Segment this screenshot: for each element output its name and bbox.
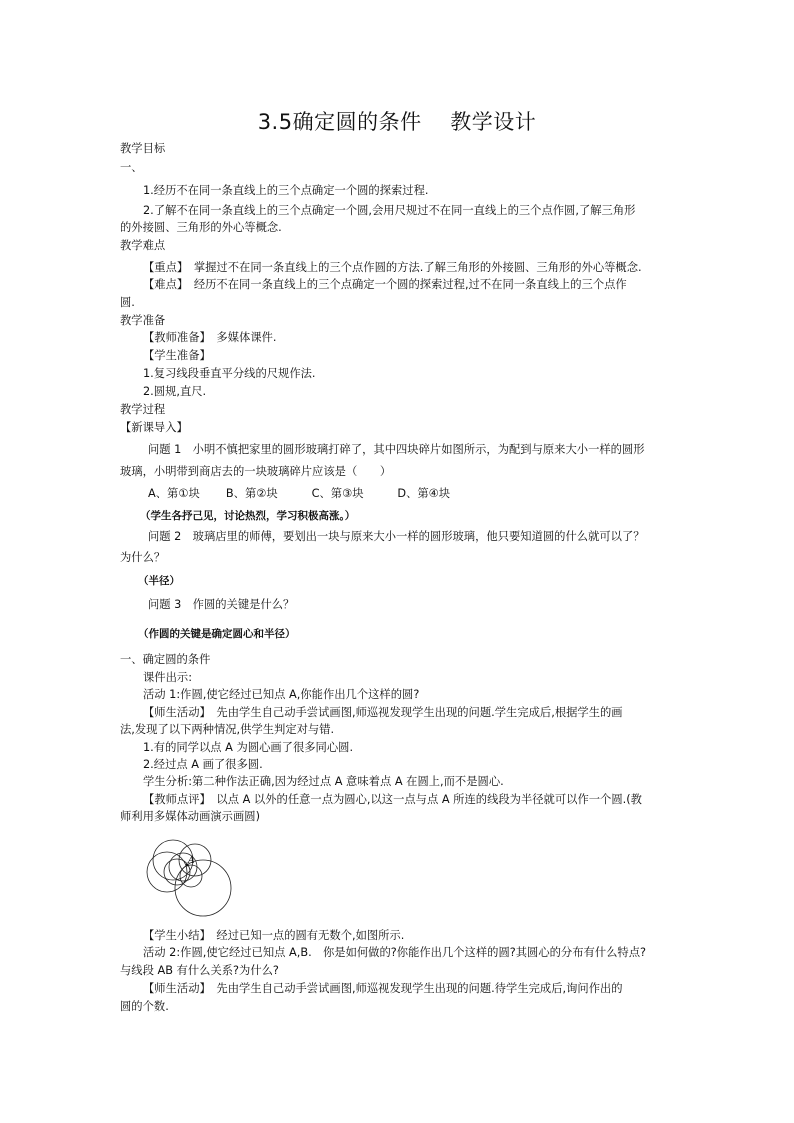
teacher-student-activity-1: 【师生活动】 先由学生自己动手尝试画图,师巡视发现学生出现的问题.学生完成后,根据学生的画 [143, 706, 623, 719]
section-heading-preparation: 教学准备 [120, 314, 166, 327]
title-suffix: 教学设计 [450, 110, 537, 134]
teacher-preparation: 【教师准备】 多媒体课件. [143, 331, 277, 344]
courseware-display: 课件出示: [143, 671, 192, 684]
student-response-note: （学生各抒己见，讨论热烈，学习积极高涨。） [140, 510, 356, 522]
teacher-comment-cont: 师利用多媒体动画演示画圆) [120, 810, 260, 823]
difficult-point-cont: 圆. [120, 296, 135, 309]
activity-2-cont: 与线段 AB 有什么关系?为什么? [120, 964, 279, 977]
section-heading-objectives: 教学目标 [120, 142, 166, 155]
case-1: 1.有的同学以点 A 为圆心画了很多同心圆. [143, 741, 354, 754]
question-2-cont: 为什么？ [120, 551, 166, 564]
circle-4 [164, 859, 190, 885]
objective-1: 1.经历不在同一条直线上的三个点确定一个圆的探索过程. [143, 184, 429, 197]
question-2: 问题 2 玻璃店里的师傅，要划出一块与原来大小一样的圆形玻璃，他只要知道圆的什么就可以了？ [148, 530, 645, 543]
activity-1: 活动 1:作圆,使它经过已知点 A,你能作出几个这样的圆? [143, 688, 420, 701]
answer-2: （半径） [138, 575, 180, 587]
question-1-options: A、第①块 B、第②块 C、第③块 D、第④块 [148, 487, 451, 500]
new-lesson-intro: 【新课导入】 [120, 421, 188, 434]
teacher-comment: 【教师点评】 以点 A 以外的任意一点为圆心,以这一点与点 A 所连的线段为半径就可以作一个圆.(教 [143, 793, 642, 806]
difficult-point: 【难点】 经历不在同一条直线上的三个点确定一个圆的探索过程,过不在同一条直线上的三个点作 [143, 278, 627, 291]
teacher-student-activity-2-cont: 圆的个数. [120, 1000, 169, 1013]
teacher-student-activity-2: 【师生活动】 先由学生自己动手尝试画图,师巡视发现学生出现的问题.待学生完成后,询问作出的 [143, 982, 623, 995]
answer-3: （作圆的关键是确定圆心和半径） [138, 628, 296, 640]
question-1-cont: 玻璃，小明带到商店去的一块玻璃碎片应该是（ ） [120, 465, 392, 478]
student-preparation-1: 1.复习线段垂直平分线的尺规作法. [143, 367, 316, 380]
teacher-student-activity-1-cont: 法,发现了以下两种情况,供学生判定对与错. [120, 723, 335, 736]
section-heading-process: 教学过程 [120, 403, 166, 416]
title-number: 3.5 [257, 110, 293, 134]
section-heading-difficulty: 教学难点 [120, 239, 166, 252]
key-point: 【重点】 掌握过不在同一条直线上的三个点作圆的方法.了解三角形的外接圆、三角形的外心等概念. [143, 261, 642, 274]
objective-2: 2.了解不在同一条直线上的三个点确定一个圆,会用尺规过不在同一直线上的三个点作圆,了解三角形 [143, 204, 636, 217]
objective-2-cont: 的外接圆、三角形的外心等概念. [120, 221, 282, 234]
section-number: 一、 [120, 161, 143, 174]
case-2: 2.经过点 A 画了很多圆. [143, 758, 263, 771]
title-main: 确定圆的条件 [292, 110, 422, 134]
student-summary: 【学生小结】 经过已知一点的圆有无数个,如图所示. [143, 929, 405, 942]
student-preparation-2: 2.圆规,直尺. [143, 385, 207, 398]
document-title [0, 106, 794, 136]
student-preparation: 【学生准备】 [143, 349, 211, 362]
question-3: 问题 3 作圆的关键是什么？ [148, 598, 295, 611]
circles-through-point-figure [143, 838, 235, 918]
section-heading-conditions: 一、确定圆的条件 [120, 653, 211, 666]
point-a-label: A [188, 856, 195, 866]
student-analysis: 学生分析:第二种作法正确,因为经过点 A 意味着点 A 在圆上,而不是圆心. [143, 775, 504, 788]
activity-2: 活动 2:作圆,使它经过已知点 A,B. 你是如何做的?你能作出几个这样的圆?其圆心的分布有什么特点? [143, 946, 646, 959]
question-1: 问题 1 小明不慎把家里的圆形玻璃打碎了，其中四块碎片如图所示，为配到与原来大小一样的圆形 [148, 443, 645, 456]
